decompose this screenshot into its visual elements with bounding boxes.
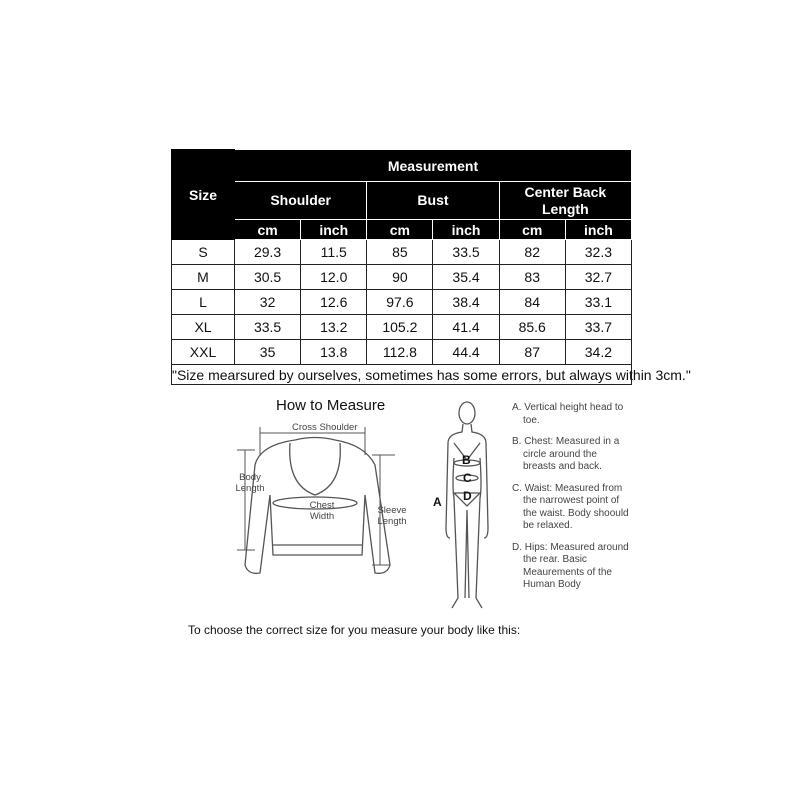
value-cell: 41.4 xyxy=(433,315,499,340)
value-cell: 97.6 xyxy=(367,290,433,315)
table-row xyxy=(172,240,632,265)
unit-header: inch xyxy=(433,220,499,240)
size-cell: XL xyxy=(172,315,235,340)
size-header: Size xyxy=(172,150,235,240)
table-row xyxy=(172,315,632,340)
value-cell: 90 xyxy=(367,265,433,290)
cross-shoulder-label: Cross Shoulder xyxy=(292,422,358,433)
body-length-label: Body Length xyxy=(235,472,265,494)
unit-header: cm xyxy=(235,220,301,240)
value-cell: 12.6 xyxy=(301,290,367,315)
size-chart-table xyxy=(171,149,691,385)
table-row xyxy=(172,340,632,365)
body-figure-diagram xyxy=(440,398,510,618)
value-cell: 35 xyxy=(235,340,301,365)
value-cell: 87 xyxy=(499,340,565,365)
value-cell: 12.0 xyxy=(301,265,367,290)
sweater-diagram xyxy=(215,415,405,575)
guide-item-b: B. Chest: Measured in a circle around the breasts and back. xyxy=(512,436,620,472)
how-to-measure-title: How to Measure xyxy=(276,397,386,414)
value-cell: 85 xyxy=(367,240,433,265)
measurement-guide xyxy=(512,402,632,601)
value-cell: 32.7 xyxy=(565,265,631,290)
shoulder-header: Shoulder xyxy=(235,182,367,220)
value-cell: 105.2 xyxy=(367,315,433,340)
body-label-b: B xyxy=(462,453,471,467)
size-cell: S xyxy=(172,240,235,265)
value-cell: 34.2 xyxy=(565,340,631,365)
value-cell: 85.6 xyxy=(499,315,565,340)
value-cell: 82 xyxy=(499,240,565,265)
body-label-c: C xyxy=(463,471,472,485)
body-label-d: D xyxy=(463,489,472,503)
bust-header: Bust xyxy=(367,182,499,220)
unit-header: inch xyxy=(565,220,631,240)
value-cell: 13.8 xyxy=(301,340,367,365)
size-cell: M xyxy=(172,265,235,290)
size-note: "Size mearsured by ourselves, sometimes has some errors, but always within 3cm." xyxy=(172,366,691,383)
center-back-length-header: Center Back Length xyxy=(499,182,631,220)
value-cell: 33.5 xyxy=(433,240,499,265)
value-cell: 44.4 xyxy=(433,340,499,365)
value-cell: 13.2 xyxy=(301,315,367,340)
chest-width-label: Chest Width xyxy=(309,500,335,522)
guide-item-c: C. Waist: Measured from the narrowest point of the waist. Body shoould be relaxed. xyxy=(512,482,629,531)
measure-caption: To choose the correct size for you measure your body like this: xyxy=(188,623,521,637)
unit-header: inch xyxy=(301,220,367,240)
table-row xyxy=(172,265,632,290)
guide-item-a: A. Vertical height head to toe. xyxy=(512,402,624,426)
value-cell: 32 xyxy=(235,290,301,315)
value-cell: 35.4 xyxy=(433,265,499,290)
unit-header: cm xyxy=(367,220,433,240)
value-cell: 32.3 xyxy=(565,240,631,265)
value-cell: 29.3 xyxy=(235,240,301,265)
value-cell: 30.5 xyxy=(235,265,301,290)
value-cell: 83 xyxy=(499,265,565,290)
value-cell: 33.5 xyxy=(235,315,301,340)
body-label-a: A xyxy=(433,495,442,509)
size-cell: L xyxy=(172,290,235,315)
unit-header: cm xyxy=(499,220,565,240)
value-cell: 112.8 xyxy=(367,340,433,365)
value-cell: 84 xyxy=(499,290,565,315)
table-row xyxy=(172,290,632,315)
value-cell: 33.7 xyxy=(565,315,631,340)
value-cell: 11.5 xyxy=(301,240,367,265)
value-cell: 38.4 xyxy=(433,290,499,315)
size-cell: XXL xyxy=(172,340,235,365)
guide-item-d: D. Hips: Measured around the rear. Basic Meaurements of the Human Body xyxy=(512,541,629,590)
sleeve-length-label: Sleeve Length xyxy=(377,505,407,527)
measurement-header: Measurement xyxy=(235,150,632,182)
value-cell: 33.1 xyxy=(565,290,631,315)
